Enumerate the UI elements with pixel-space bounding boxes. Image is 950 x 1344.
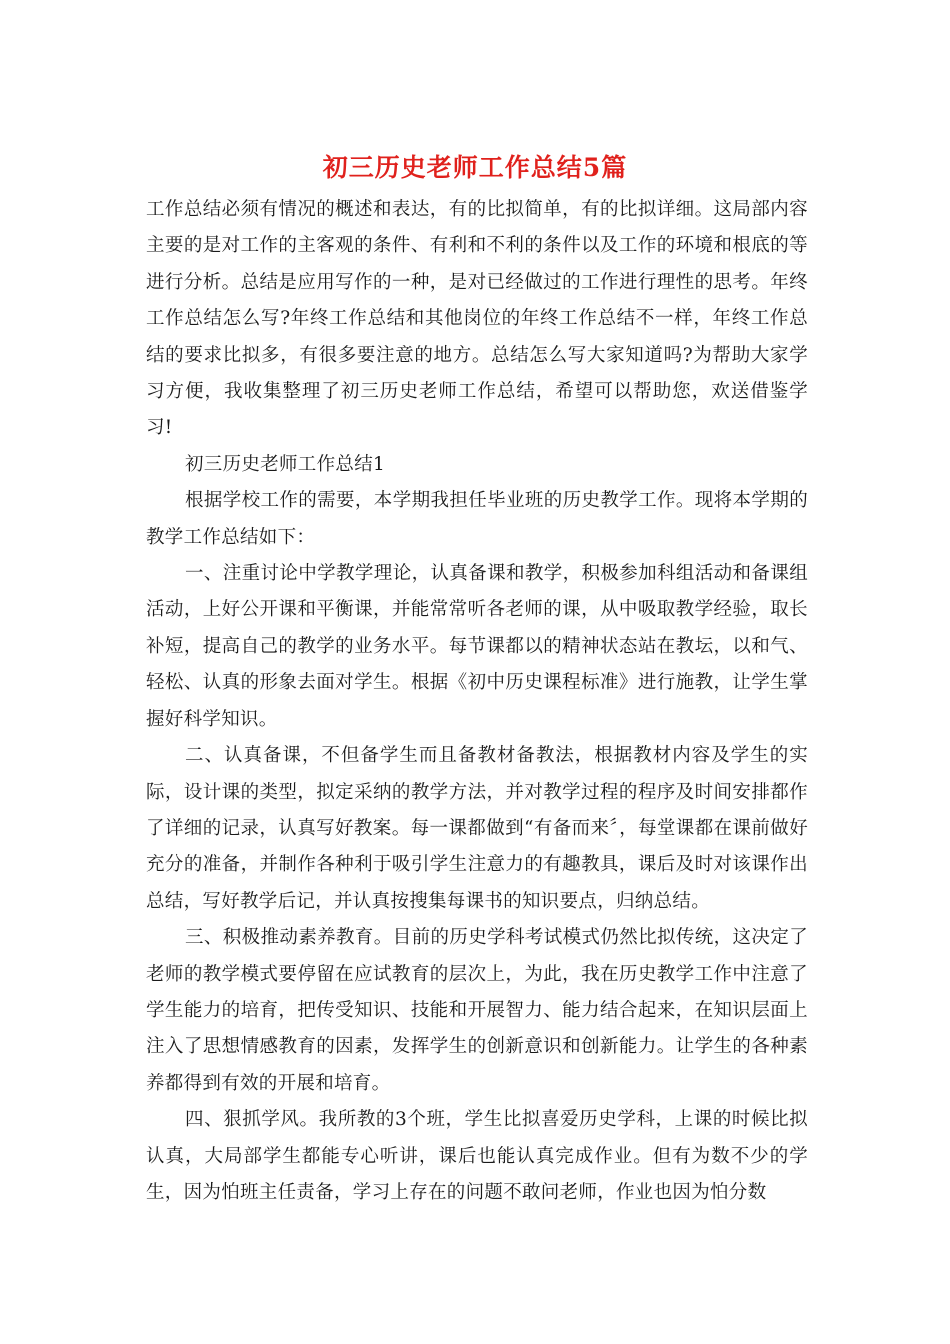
body-paragraph: 一、注重讨论中学教学理论，认真备课和教学，积极参加科组活动和备课组活动，上好公开课和平衡课，并能常常听各老师的课，从中吸取教学经验，取长补短，提高自己的教学的业务水平。每节课都以的精神状态站在教坛，以和气、轻松、认真的形象去面对学生。根据《初中历史课程标准》进行施教，让学生掌握好科学知识。: [146, 563, 808, 730]
document-body: [146, 192, 808, 1211]
body-paragraph: 四、狠抓学风。我所教的3个班，学生比拟喜爱历史学科，上课的时候比拟认真，大局部学生都能专心听讲，课后也能认真完成作业。但有为数不少的学生，因为怕班主任责备，学习上存在的问题不敢问老师，作业也因为怕分数: [146, 1109, 808, 1203]
body-paragraph: 二、认真备课，不但备学生而且备教材备教法，根据教材内容及学生的实际，设计课的类型，拟定采纳的教学方法，并对教学过程的程序及时间安排都作了详细的记录，认真写好教案。每一课都做到“有备而来〞，每堂课都在课前做好充分的准备，并制作各种利于吸引学生注意力的有趣教具，课后及时对该课作出总结，写好教学后记，并认真按搜集每课书的知识要点，归纳总结。: [146, 745, 808, 912]
intro-paragraph: 工作总结必须有情况的概述和表达，有的比拟简单，有的比拟详细。这局部内容主要的是对工作的主客观的条件、有利和不利的条件以及工作的环境和根底的等进行分析。总结是应用写作的一种，是对已经做过的工作进行理性的思考。年终工作总结怎么写?年终工作总结和其他岗位的年终工作总结不一样，年终工作总结的要求比拟多，有很多要注意的地方。总结怎么写大家知道吗?为帮助大家学习方便，我收集整理了初三历史老师工作总结，希望可以帮助您，欢送借鉴学习!: [146, 199, 808, 439]
body-paragraph: 三、积极推动素养教育。目前的历史学科考试模式仍然比拟传统，这决定了老师的教学模式要停留在应试教育的层次上，为此，我在历史教学工作中注意了学生能力的培育，把传受知识、技能和开展智力、能力结合起来，在知识层面上注入了思想情感教育的因素，发挥学生的创新意识和创新能力。让学生的各种素养都得到有效的开展和培育。: [146, 927, 808, 1094]
body-paragraph: 根据学校工作的需要，本学期我担任毕业班的历史教学工作。现将本学期的教学工作总结如下：: [146, 490, 808, 548]
section-heading: 初三历史老师工作总结1: [185, 453, 386, 475]
document-title: 初三历史老师工作总结5篇: [322, 153, 628, 182]
